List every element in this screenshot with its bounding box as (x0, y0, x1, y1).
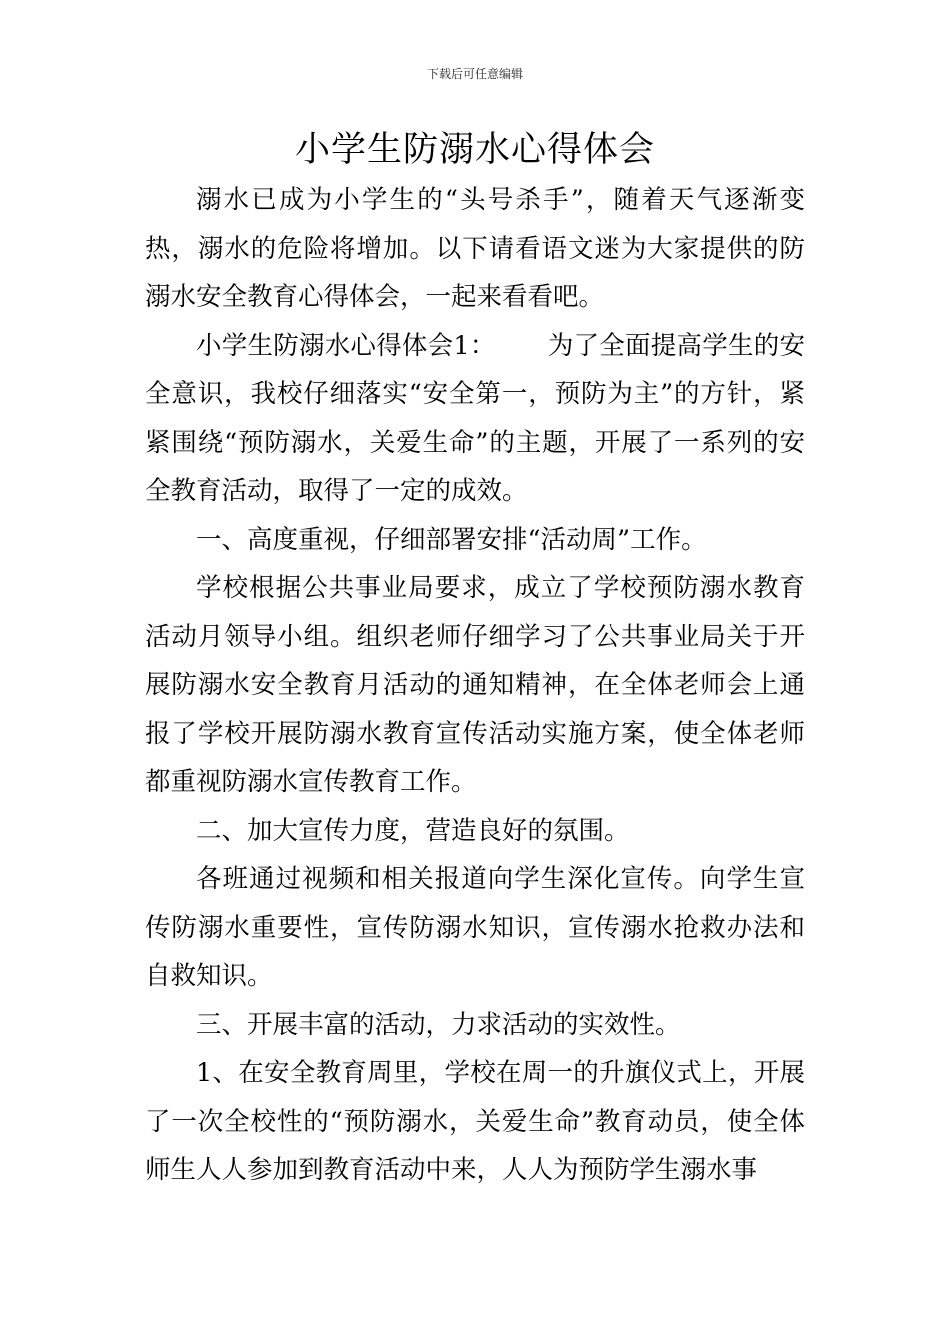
document-title: 小学生防溺水心得体会 (294, 130, 655, 170)
paragraph-3: 各班通过视频和相关报道向学生深化宣传。向学生宣传防溺水重要性，宣传防溺水知识，宣传溺水抢救办法和自救知识。 (145, 864, 805, 991)
intro-paragraph: 溺水已成为小学生的“头号杀手”，随着天气逐渐变热，溺水的危险将增加。以下请看语文迷为大家提供的防溺水安全教育心得体会，一起来看看吧。 (145, 185, 805, 312)
paragraph-4: 1、在安全教育周里，学校在周一的升旗仪式上，开展了一次全校性的“预防溺水，关爱生命”教育动员，使全体师生人人参加到教育活动中来，人人为预防学生溺水事 (145, 1058, 805, 1185)
paragraph-2: 学校根据公共事业局要求，成立了学校预防溺水教育活动月领导小组。组织老师仔细学习了公共事业局关于开展防溺水安全教育月活动的通知精神，在全体老师会上通报了学校开展防溺水教育宣传活动实施方案，使全体老师都重视防溺水宣传教育工作。 (145, 573, 805, 797)
section-1-label: 小学生防溺水心得体会1： (196, 330, 496, 361)
heading-2: 二、加大宣传力度，营造良好的氛围。 (196, 815, 630, 846)
section-1-paragraph (145, 322, 805, 516)
heading-3: 三、开展丰富的活动，力求活动的实效性。 (196, 1009, 681, 1040)
section-1-text: 为了全面提高学生的安全意识，我校仔细落实“安全第一，预防为主”的方针，紧紧围绕“预防溺水，关爱生命”的主题，开展了一系列的安全教育活动，取得了一定的成效。 (145, 330, 805, 506)
heading-1: 一、高度重视，仔细部署安排“活动周”工作。 (196, 524, 707, 555)
page-header-note: 下载后可任意编辑 (426, 67, 523, 81)
document-body (145, 176, 805, 1195)
